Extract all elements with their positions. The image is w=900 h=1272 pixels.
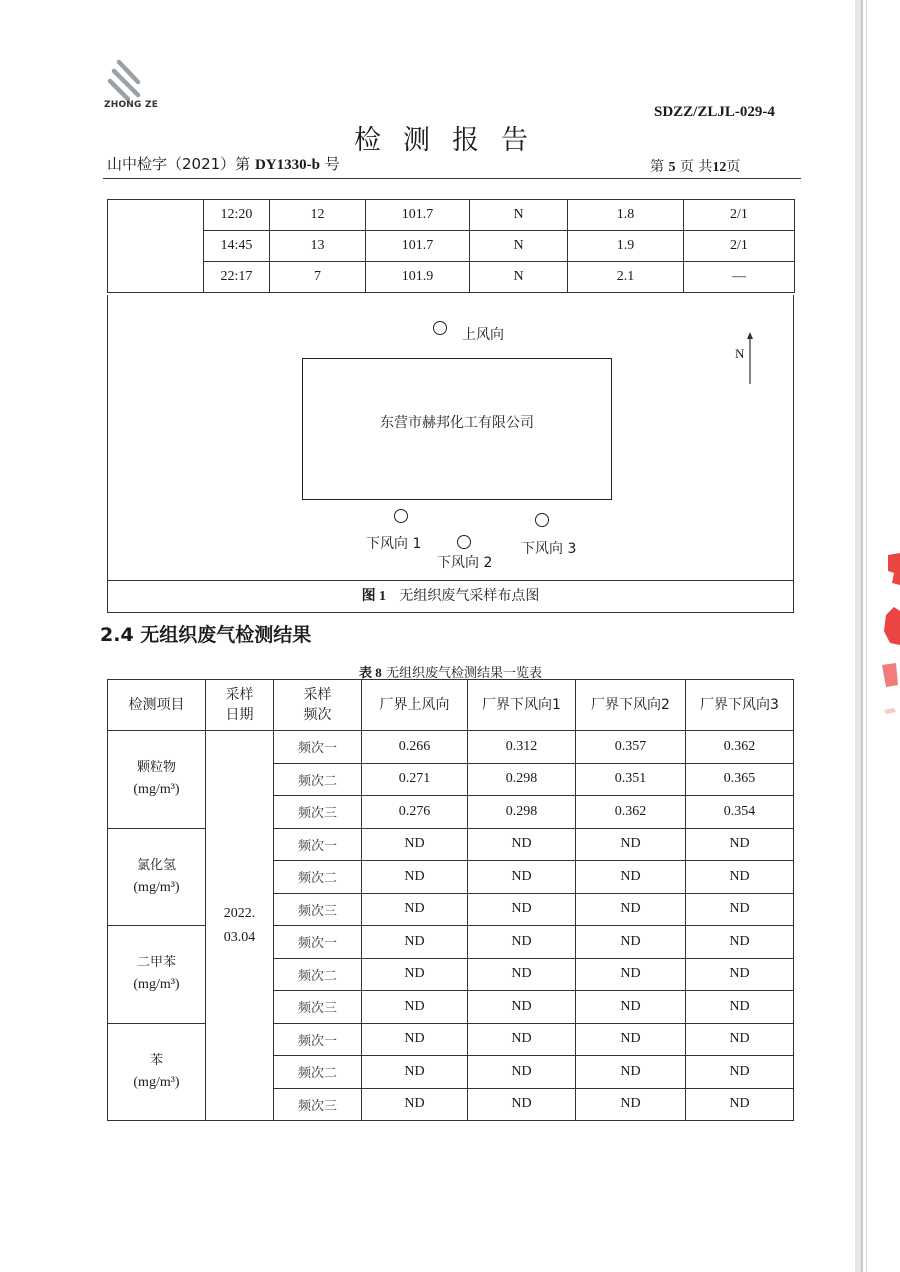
table-row: 频次三 ND ND ND ND <box>108 1088 794 1121</box>
weather-table-continued <box>107 199 795 293</box>
table-row: 22:17 7 101.9 N 2.1 — <box>108 262 795 293</box>
header-downwind-2: 厂界下风向2 <box>576 680 686 731</box>
scan-edge <box>861 0 863 1272</box>
table-header-row <box>108 680 794 731</box>
item-cell: 二甲苯 (mg/m³) <box>108 926 206 1024</box>
table-row: 12:20 12 101.7 N 1.8 2/1 <box>108 200 795 231</box>
downwind-3-label: 下风向 3 <box>521 541 577 557</box>
item-cell: 苯 (mg/m³) <box>108 1023 206 1121</box>
header-downwind-3: 厂界下风向3 <box>686 680 794 731</box>
section-heading: 2.4 无组织废气检测结果 <box>100 624 312 646</box>
header-item: 检测项目 <box>108 680 206 731</box>
table-row: 频次三 ND ND ND ND <box>108 893 794 926</box>
report-number: 山中检字（2021）第 DY1330-b 号 <box>107 155 340 173</box>
table-row: 频次二 0.271 0.298 0.351 0.365 <box>108 763 794 796</box>
downwind-point-3-icon <box>535 513 549 527</box>
table-row: 二甲苯 (mg/m³) 频次一 ND ND ND ND <box>108 926 794 959</box>
figure-caption: 图 1 无组织废气采样布点图 <box>361 588 540 604</box>
downwind-point-1-icon <box>394 509 408 523</box>
upwind-label: 上风向 <box>462 327 504 343</box>
document-code: SDZZ/ZLJL-029-4 <box>654 104 775 120</box>
table-row: 频次三 ND ND ND ND <box>108 991 794 1024</box>
item-cell: 氯化氢 (mg/m³) <box>108 828 206 926</box>
upwind-point-icon <box>433 321 447 335</box>
north-label: N <box>735 346 745 361</box>
header-date: 采样 日期 <box>206 680 274 731</box>
results-table <box>107 679 794 1121</box>
table-row: 频次二 ND ND ND ND <box>108 958 794 991</box>
factory-name: 东营市赫邦化工有限公司 <box>380 415 534 431</box>
scan-edge <box>866 0 867 1272</box>
table-row: 苯 (mg/m³) 频次一 ND ND ND ND <box>108 1023 794 1056</box>
sampling-date-cell: 2022. 03.04 <box>206 731 274 1121</box>
header-downwind-1: 厂界下风向1 <box>468 680 576 731</box>
table-row: 频次二 ND ND ND ND <box>108 1056 794 1089</box>
downwind-point-2-icon <box>457 535 471 549</box>
item-cell: 颗粒物 (mg/m³) <box>108 731 206 829</box>
logo-text: ZHONG ZE <box>104 100 159 110</box>
table-row: 频次三 0.276 0.298 0.362 0.354 <box>108 796 794 829</box>
table-row: 颗粒物 (mg/m³) 2022. 03.04 频次一 0.266 0.312 0.357 0.362 <box>108 731 794 764</box>
table-row: 14:45 13 101.7 N 1.9 2/1 <box>108 231 795 262</box>
table-row: 氯化氢 (mg/m³) 频次一 ND ND ND ND <box>108 828 794 861</box>
table-row: 频次二 ND ND ND ND <box>108 861 794 894</box>
page-title: 检测报告 <box>354 125 550 156</box>
downwind-1-label: 下风向 1 <box>366 536 422 552</box>
merged-label-cell <box>108 200 204 293</box>
header-upwind: 厂界上风向 <box>362 680 468 731</box>
header-divider <box>103 178 801 179</box>
seal-stamp-fragment <box>880 545 900 715</box>
downwind-2-label: 下风向 2 <box>437 555 493 571</box>
caption-divider <box>107 580 794 581</box>
page-indicator: 第 5 页 共12页 <box>650 159 741 175</box>
header-frequency: 采样 频次 <box>274 680 362 731</box>
table-caption: 表 8 无组织废气检测结果一览表 <box>359 665 542 681</box>
